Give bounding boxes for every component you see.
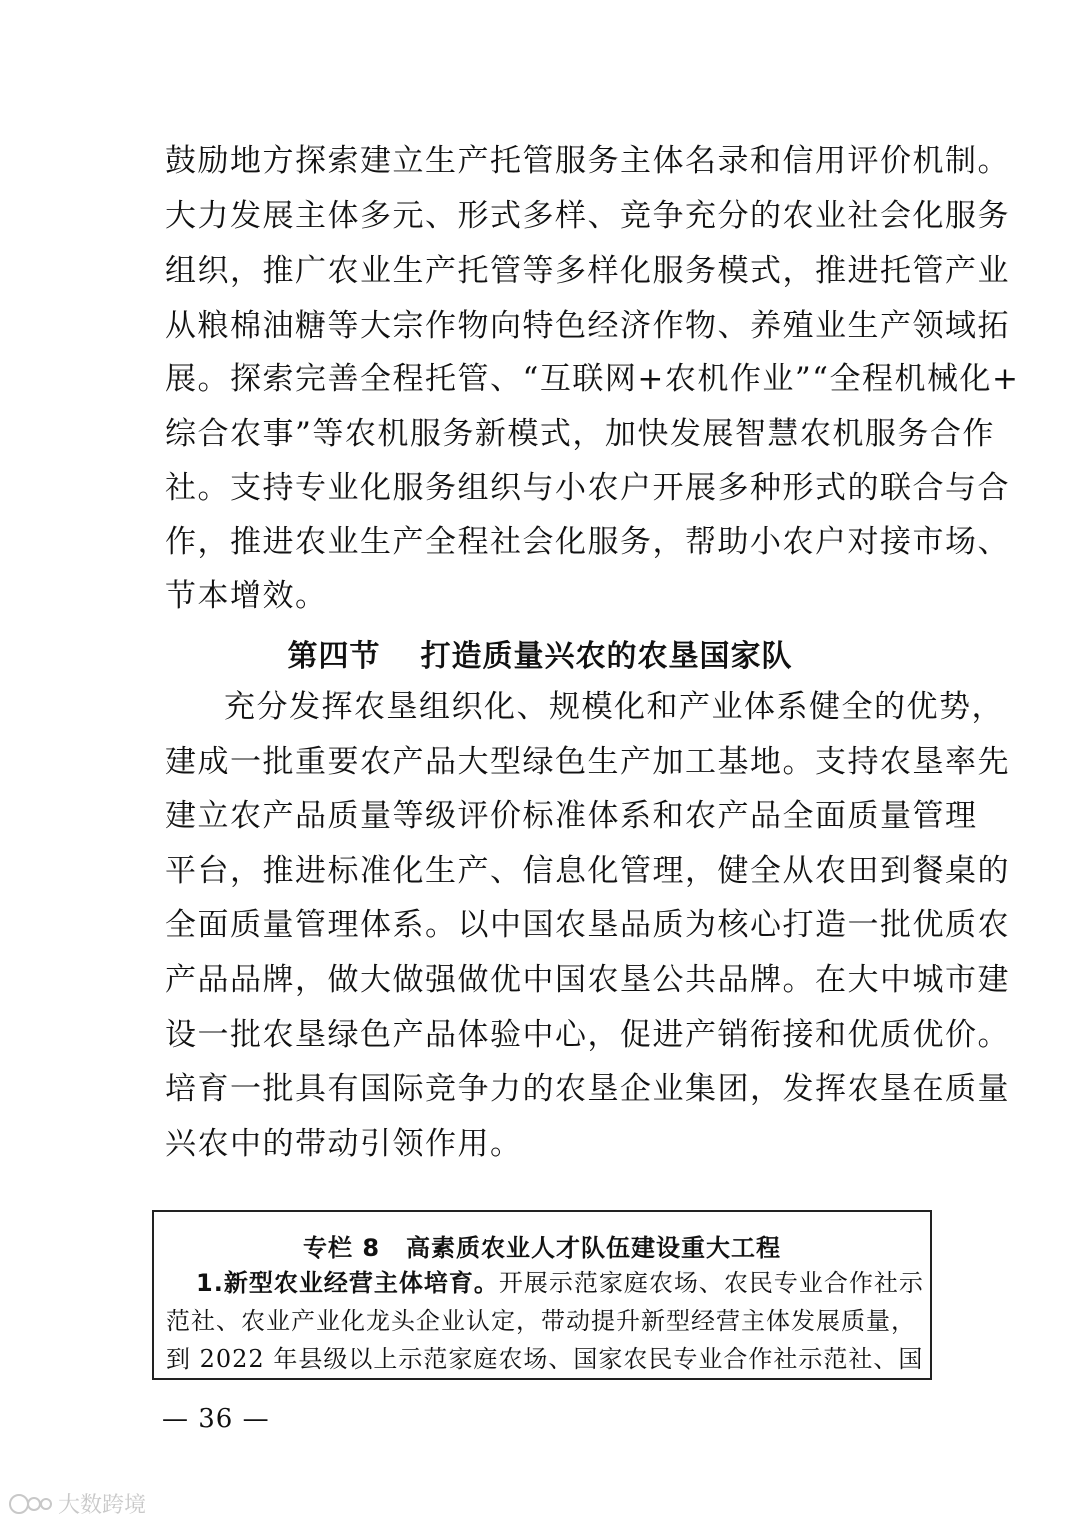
watermark bbox=[8, 1488, 146, 1519]
page-number: — 36 — bbox=[162, 1404, 270, 1434]
paragraph-2-line-5: 全面质量管理体系。以中国农垦品质为核心打造一批优质农 bbox=[165, 907, 1010, 943]
paragraph-2-line-7: 设一批农垦绿色产品体验中心，促进产销衔接和优质优价。 bbox=[165, 1017, 1010, 1053]
column-box-line-1 bbox=[196, 1268, 926, 1298]
paragraph-1-line-9: 节本增效。 bbox=[165, 578, 328, 614]
paragraph-1-line-5: 展。探索完善全程托管、“互联网+农机作业”“全程机械化+ bbox=[165, 361, 1020, 397]
paragraph-1-line-4: 从粮棉油糖等大宗作物向特色经济作物、养殖业生产领域拓 bbox=[165, 308, 1010, 344]
column-box-line-2: 范社、农业产业化龙头企业认定，带动提升新型经营主体发展质量， bbox=[166, 1307, 916, 1335]
paragraph-1-line-1: 鼓励地方探索建立生产托管服务主体名录和信用评价机制。 bbox=[165, 143, 1010, 179]
column-box-item-heading: 1.新型农业经营主体培育。 bbox=[196, 1269, 499, 1297]
column-box-heading: 高素质农业人才队伍建设重大工程 bbox=[406, 1234, 782, 1262]
paragraph-2-line-8: 培育一批具有国际竞争力的农垦企业集团，发挥农垦在质量 bbox=[165, 1071, 1010, 1107]
paragraph-2-line-3: 建立农产品质量等级评价标准体系和农产品全面质量管理 bbox=[165, 798, 978, 834]
column-box bbox=[152, 1210, 932, 1380]
column-box-line-3: 到 2022 年县级以上示范家庭农场、国家农民专业合作社示范社、国 bbox=[166, 1345, 924, 1373]
watermark-text: 大数跨境 bbox=[58, 1493, 147, 1518]
paragraph-1-line-2: 大力发展主体多元、形式多样、竞争充分的农业社会化服务 bbox=[165, 198, 1010, 234]
section-title: 打造质量兴农的农垦国家队 bbox=[420, 639, 793, 674]
paragraph-2-line-6: 产品品牌，做大做强做优中国农垦公共品牌。在大中城市建 bbox=[165, 962, 1010, 998]
column-box-title bbox=[154, 1228, 930, 1263]
paragraph-1-line-6: 综合农事”等农机服务新模式，加快发展智慧农机服务合作 bbox=[165, 416, 995, 452]
paragraph-2-line-2: 建成一批重要农产品大型绿色生产加工基地。支持农垦率先 bbox=[165, 744, 1010, 780]
paragraph-2-line-4: 平台，推进标准化生产、信息化管理，健全从农田到餐桌的 bbox=[165, 853, 1010, 889]
watermark-logo-icon bbox=[8, 1491, 54, 1517]
paragraph-2-line-1: 充分发挥农垦组织化、规模化和产业体系健全的优势， bbox=[224, 689, 1004, 725]
paragraph-1-line-7: 社。支持专业化服务组织与小农户开展多种形式的联合与合 bbox=[165, 470, 1010, 506]
paragraph-1-line-8: 作，推进农业生产全程社会化服务，帮助小农户对接市场、 bbox=[165, 524, 1010, 560]
column-box-label: 专栏 8 bbox=[302, 1234, 381, 1262]
column-box-line-1-text: 开展示范家庭农场、农民专业合作社示 bbox=[498, 1269, 924, 1297]
section-heading bbox=[0, 631, 1080, 675]
paragraph-2-line-9: 兴农中的带动引领作用。 bbox=[165, 1126, 523, 1162]
paragraph-1-line-3: 组织，推广农业生产托管等多样化服务模式，推进托管产业 bbox=[165, 253, 1010, 289]
section-number: 第四节 bbox=[287, 639, 381, 674]
